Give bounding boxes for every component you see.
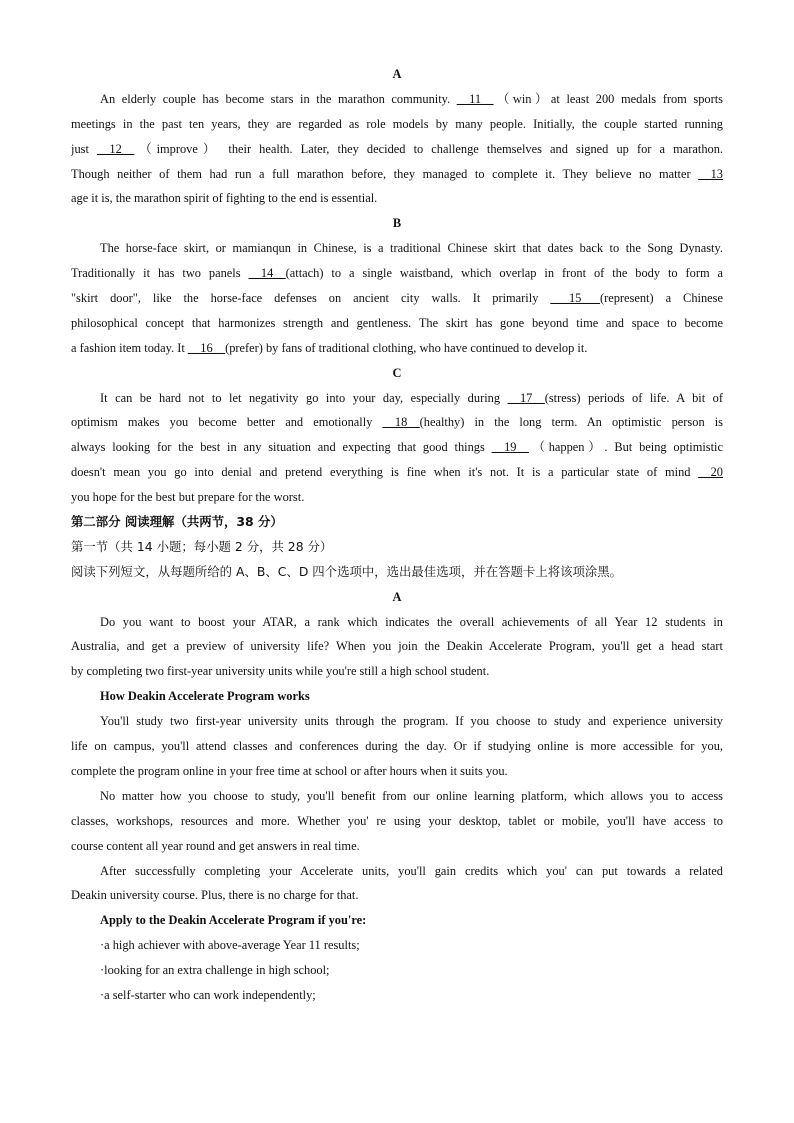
passage-a-p2-line-2: life on campus, you'll attend classes and conferences during the day. Or if studying online is more accessible for you,: [71, 739, 723, 754]
part2-instruction: 阅读下列短文，从每题所给的 A、B、C、D 四个选项中，选出最佳选项，并在答题卡上将该项涂黑。: [71, 563, 623, 579]
section-b-line-2: Traditionally it has two panels __14__(attach) to a single waistband, which overlap in front of the body to form a: [71, 266, 723, 281]
passage-a-bullet-1: ·a high achiever with above-average Year 11 results;: [100, 938, 360, 953]
section-c-line-2: optimism makes you become better and emotionally __18__(healthy) in the long term. An optimistic person is: [71, 415, 723, 430]
blank-12: __12__: [97, 141, 135, 156]
section-c-line-1: It can be hard not to let negativity go into your day, especially during __17__(stress) periods of life. A bit of: [100, 390, 723, 405]
passage-a-p3-line-3: course content all year round and get answers in real time.: [71, 838, 360, 853]
blank-13: __13: [698, 166, 723, 181]
section-b-label: B: [392, 216, 402, 231]
part2-section1: 第一节（共 14 小题；每小题 2 分，共 28 分）: [71, 538, 333, 554]
document-page: [71, 62, 723, 1008]
passage-a-p2-line-1: You'll study two first-year university units through the program. If you choose to study and experience university: [100, 714, 723, 729]
passage-a-heading-2: Apply to the Deakin Accelerate Program if you're:: [100, 913, 367, 928]
blank-15: ___15___: [550, 291, 600, 306]
blank-20: __20: [698, 465, 723, 480]
section-a-line-4: Though neither of them had run a full marathon before, they managed to complete it. They believe no matter __13: [71, 166, 723, 181]
section-b-line-3: "skirt door", like the horse-face defenses on ancient city walls. It primarily ___15___(represent) a Chinese: [71, 291, 723, 306]
section-a-line-3: just __12__（improve） their health. Later, they decided to challenge themselves and signed up for a marathon.: [71, 141, 723, 156]
blank-11: __11__: [456, 91, 494, 106]
section-c-line-5: you hope for the best but prepare for the worst.: [71, 490, 305, 505]
passage-a-p1-line-3: by completing two first-year university units while you're still a high school student.: [71, 664, 490, 679]
passage-a-p3-line-2: classes, workshops, resources and more. Whether you' re using your desktop, tablet or mobile, you'll have access to: [71, 813, 723, 828]
passage-a-p1-line-1: Do you want to boost your ATAR, a rank which indicates the overall achievements of all Year 12 students in: [100, 614, 723, 629]
section-b-line-4: philosophical concept that harmonizes strength and gentleness. The skirt has gone beyond time and space to become: [71, 315, 723, 330]
blank-19: __19__: [491, 440, 529, 455]
blank-14: __14__: [248, 266, 286, 281]
section-a-label: A: [392, 67, 402, 81]
passage-a-heading-1: How Deakin Accelerate Program works: [100, 689, 310, 704]
passage-a-p2-line-3: complete the program online in your free time at school or after hours when it suits you.: [71, 763, 508, 778]
section-a-line-2: meetings in the past ten years, they are regarded as role models by many people. Initially, the couple started running: [71, 116, 723, 131]
passage-a-p3-line-1: No matter how you choose to study, you'll benefit from our online learning platform, which allows you to access: [100, 788, 723, 803]
passage-a-p4-line-2: Deakin university course. Plus, there is no charge for that.: [71, 888, 359, 903]
passage-a-p1-line-2: Australia, and get a preview of university life? When you join the Deakin Accelerate Program, you'll get a head start: [71, 639, 723, 654]
blank-17: __17__: [507, 390, 545, 405]
section-b-line-5: a fashion item today. It __16__(prefer) by fans of traditional clothing, who have continued to develop it.: [71, 340, 588, 355]
part2-heading: 第二部分 阅读理解（共两节，38 分）: [71, 514, 283, 530]
blank-18: __18__: [382, 415, 420, 430]
section-a-line-5: age it is, the marathon spirit of fighting to the end is essential.: [71, 191, 378, 206]
section-c-line-3: always looking for the best in any situation and expecting that good things __19__（happen）. But being optimistic: [71, 440, 723, 455]
section-b-line-1: The horse-face skirt, or mamianqun in Chinese, is a traditional Chinese skirt that dates back to the Song Dynasty.: [100, 241, 723, 256]
section-c-line-4: doesn't mean you go into denial and pretend everything is fine when it's not. It is a particular state of mind __20: [71, 465, 723, 480]
section-c-label: C: [392, 365, 402, 380]
passage-a-label: A: [392, 589, 402, 604]
passage-a-p4-line-1: After successfully completing your Accelerate units, you'll gain credits which you' can put towards a related: [100, 863, 723, 878]
passage-a-bullet-3: ·a self-starter who can work independently;: [100, 987, 316, 1002]
blank-16: __16__: [187, 340, 226, 355]
section-a-line-1: An elderly couple has become stars in the marathon community. __11__（win）at least 200 medals from sports: [100, 91, 723, 106]
passage-a-bullet-2: ·looking for an extra challenge in high school;: [100, 963, 330, 978]
